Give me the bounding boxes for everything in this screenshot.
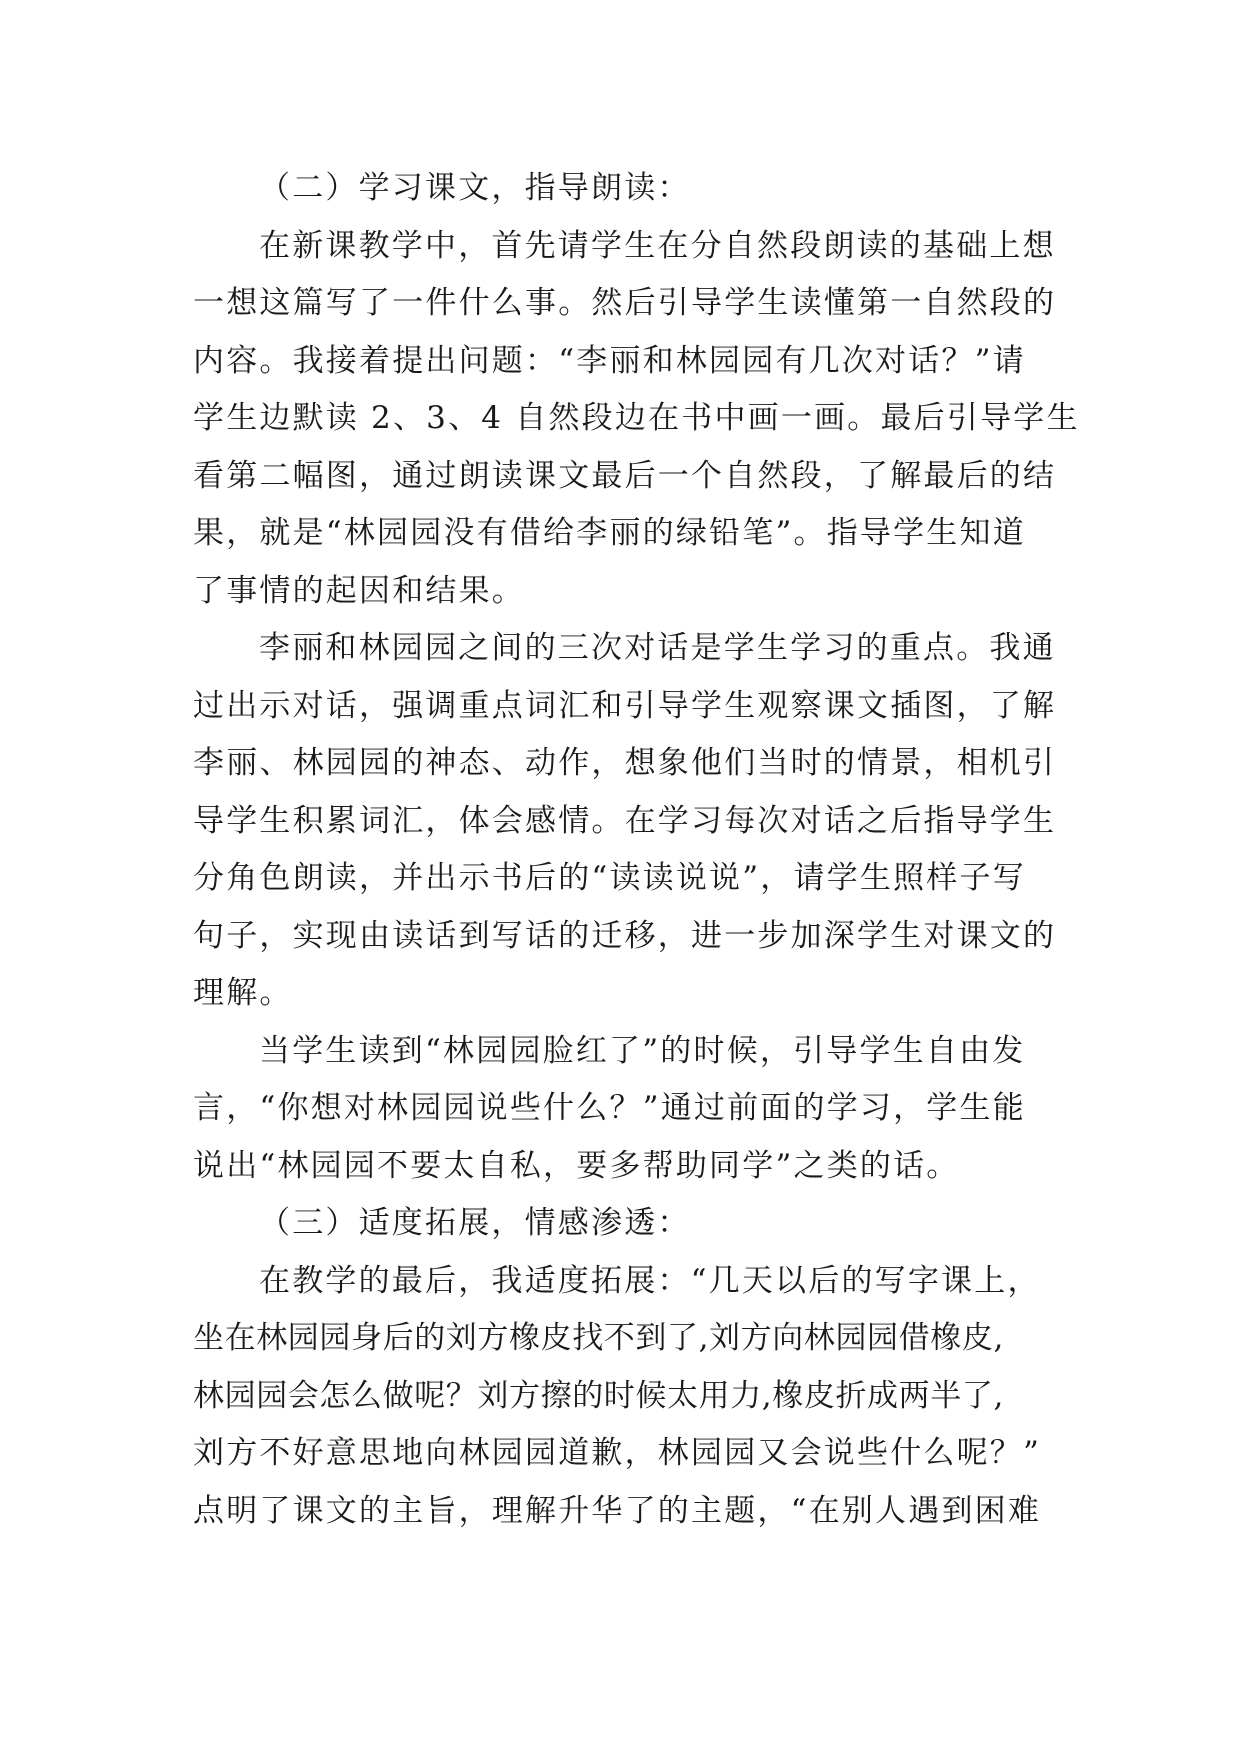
paragraph-line: 坐在林园园身后的刘方橡皮找不到了,刘方向林园园借橡皮, xyxy=(193,1320,1004,1356)
paragraph-line: 果，就是“林园园没有借给李丽的绿铅笔”。指导学生知道 xyxy=(193,515,1026,551)
paragraph-line: 学生边默读 2、3、4 自然段边在书中画一画。最后引导学生 xyxy=(193,400,1080,436)
paragraph-line: 说出“林园园不要太自私，要多帮助同学”之类的话。 xyxy=(193,1147,960,1184)
paragraph-line: 言，“你想对林园园说些什么？”通过前面的学习，学生能 xyxy=(193,1090,1026,1126)
paragraph-line: 林园园会怎么做呢？刘方擦的时候太用力,橡皮折成两半了, xyxy=(193,1377,1004,1414)
paragraph-line: 过出示对话，强调重点词汇和引导学生观察课文插图，了解 xyxy=(193,687,1057,724)
paragraph-line: 在新课教学中，首先请学生在分自然段朗读的基础上想 xyxy=(259,227,1056,264)
paragraph-line: 李丽、林园园的神态、动作，想象他们当时的情景，相机引 xyxy=(193,745,1057,781)
paragraph-line: 句子，实现由读话到写话的迁移，进一步加深学生对课文的 xyxy=(193,917,1057,954)
paragraph-line: 一想这篇写了一件什么事。然后引导学生读懂第一自然段的 xyxy=(193,285,1057,321)
paragraph-line: 李丽和林园园之间的三次对话是学生学习的重点。我通 xyxy=(259,630,1056,666)
body-text xyxy=(193,160,1080,1540)
paragraph-line: 当学生读到“林园园脸红了”的时候，引导学生自由发 xyxy=(259,1032,1026,1069)
paragraph-line: 分角色朗读，并出示书后的“读读说说”，请学生照样子写 xyxy=(193,860,1026,896)
paragraph-line: 内容。我接着提出问题：“李丽和林园园有几次对话？”请 xyxy=(193,342,1026,379)
paragraph-line: 刘方不好意思地向林园园道歉，林园园又会说些什么呢？” xyxy=(193,1435,1042,1471)
paragraph-line: 了事情的起因和结果。 xyxy=(193,572,525,609)
paragraph-line: 导学生积累词汇，体会感情。在学习每次对话之后指导学生 xyxy=(193,802,1057,839)
section-heading-2: （二）学习课文，指导朗读： xyxy=(259,170,691,206)
paragraph-line: 理解。 xyxy=(193,975,293,1011)
section-heading-3: （三）适度拓展，情感渗透： xyxy=(259,1205,691,1241)
paragraph-line: 在教学的最后，我适度拓展：“几天以后的写字课上， xyxy=(259,1262,1041,1299)
paragraph-line: 点明了课文的主旨，理解升华了的主题，“在别人遇到困难 xyxy=(193,1492,1042,1529)
paragraph-line: 看第二幅图，通过朗读课文最后一个自然段，了解最后的结 xyxy=(193,457,1057,494)
